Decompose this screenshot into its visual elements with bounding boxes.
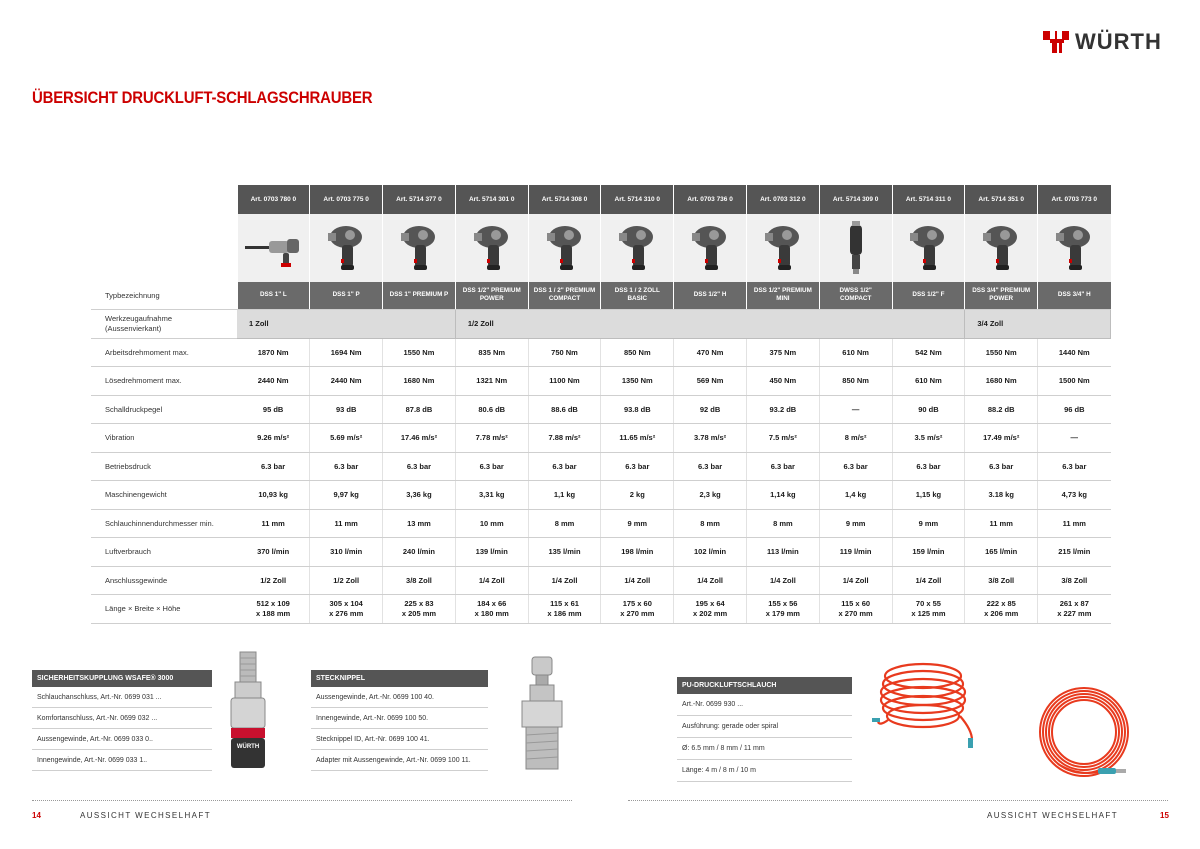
spec-value: 6.3 bar <box>746 452 819 481</box>
spec-value: 1/4 Zoll <box>892 566 965 595</box>
spec-value: 1/4 Zoll <box>455 566 528 595</box>
spec-value: 1/4 Zoll <box>746 566 819 595</box>
spec-value: 569 Nm <box>674 367 747 396</box>
type-line: DSS 1/2" H <box>693 291 727 299</box>
spec-row <box>91 481 1111 510</box>
type-row <box>91 282 1111 310</box>
footer-text-right: AUSSICHT WECHSELHAFT <box>987 811 1118 820</box>
plug-nipple-image <box>514 655 570 773</box>
type-line: DSS 1 / 2 ZOLL <box>614 287 660 295</box>
article-number: Art. 0703 312 0 <box>746 185 819 214</box>
spec-value: 13 mm <box>383 509 456 538</box>
spec-value: 8 mm <box>674 509 747 538</box>
spec-value: 93.2 dB <box>746 395 819 424</box>
spec-value: 165 l/min <box>965 538 1038 567</box>
impact-wrench-image <box>316 219 376 277</box>
article-number: Art. 5714 351 0 <box>965 185 1038 214</box>
type-designation <box>892 282 965 310</box>
row-label: Anschlussgewinde <box>91 566 237 595</box>
box-row: Stecknippel ID, Art.-Nr. 0699 100 41. <box>311 729 488 750</box>
spec-value: 310 l/min <box>310 538 383 567</box>
row-label-line: (Aussenvierkant) <box>105 323 162 333</box>
spec-value: 95 dB <box>237 395 310 424</box>
spec-row <box>91 538 1111 567</box>
box-row: Innengewinde, Art.-Nr. 0699 100 50. <box>311 708 488 729</box>
type-line: DSS 3/4" PREMIUM <box>972 287 1031 295</box>
spec-value: 7.78 m/s² <box>455 424 528 453</box>
type-line: DSS 1" L <box>260 291 287 299</box>
spec-value: 1/4 Zoll <box>528 566 601 595</box>
type-line: MINI <box>776 295 790 303</box>
row-label: Schalldruckpegel <box>91 395 237 424</box>
spec-value: 2440 Nm <box>310 367 383 396</box>
type-line: DSS 1" P <box>332 291 360 299</box>
spec-value: 542 Nm <box>892 338 965 367</box>
spec-value: 7.5 m/s² <box>746 424 819 453</box>
dimensions-line: 261 x 87 <box>1059 598 1089 608</box>
spec-value: 1/4 Zoll <box>601 566 674 595</box>
spec-value: 3,36 kg <box>383 481 456 510</box>
spec-value: 1,14 kg <box>746 481 819 510</box>
dimensions-value <box>1038 595 1111 624</box>
spiral-hose-image <box>868 660 986 752</box>
straight-hose-image <box>1028 684 1138 788</box>
spec-value: 10 mm <box>455 509 528 538</box>
article-row <box>91 185 1111 214</box>
footer-text-left: AUSSICHT WECHSELHAFT <box>80 811 211 820</box>
type-line: DWSS 1/2" <box>839 287 872 295</box>
product-image-cell <box>528 214 601 282</box>
spec-value: 11 mm <box>310 509 383 538</box>
spec-value: 9.26 m/s² <box>237 424 310 453</box>
spec-value: 3,31 kg <box>455 481 528 510</box>
dimensions-line: 195 x 64 <box>695 598 725 608</box>
tool-holder-group: 1 Zoll <box>237 310 455 339</box>
box-header: PU-DRUCKLUFTSCHLAUCH <box>677 677 852 694</box>
type-line: DSS 1/2" PREMIUM <box>753 287 812 295</box>
dimensions-line: x 179 mm <box>765 608 800 618</box>
spec-value: 8 mm <box>528 509 601 538</box>
spec-row <box>91 566 1111 595</box>
impact-wrench-image <box>607 219 667 277</box>
type-designation <box>383 282 456 310</box>
empty-cell <box>91 185 237 214</box>
dimensions-value <box>237 595 310 624</box>
spec-row <box>91 338 1111 367</box>
type-designation <box>455 282 528 310</box>
product-image-cell <box>819 214 892 282</box>
row-label: Lösedrehmoment max. <box>91 367 237 396</box>
spec-value: — <box>1038 424 1111 453</box>
safety-coupling-image <box>223 650 273 780</box>
spec-value: 610 Nm <box>819 338 892 367</box>
type-designation <box>601 282 674 310</box>
box-row: Länge: 4 m / 8 m / 10 m <box>677 760 852 782</box>
spec-value: 1/2 Zoll <box>310 566 383 595</box>
article-number: Art. 0703 773 0 <box>1038 185 1111 214</box>
row-label: Luftverbrauch <box>91 538 237 567</box>
spec-value: 835 Nm <box>455 338 528 367</box>
dimensions-line: 512 x 109 <box>256 598 290 608</box>
spec-value: 90 dB <box>892 395 965 424</box>
page-number-right: 15 <box>1160 811 1169 820</box>
type-line: DSS 1 / 2" PREMIUM <box>533 287 596 295</box>
spec-value: 3.5 m/s² <box>892 424 965 453</box>
dimensions-value <box>455 595 528 624</box>
box-row: Ø: 6.5 mm / 8 mm / 11 mm <box>677 738 852 760</box>
brand-name: WÜRTH <box>1075 29 1162 54</box>
spec-value: 2 kg <box>601 481 674 510</box>
product-image-cell <box>455 214 528 282</box>
dimensions-value <box>674 595 747 624</box>
page-title: ÜBERSICHT DRUCKLUFT-SCHLAGSCHRAUBER <box>32 88 373 107</box>
spec-value: 1/4 Zoll <box>819 566 892 595</box>
page-number-left: 14 <box>32 811 41 820</box>
type-line: COMPACT <box>548 295 581 303</box>
dimensions-value <box>601 595 674 624</box>
row-label-line: Werkzeugaufnahme <box>105 313 172 323</box>
spec-value: 80.6 dB <box>455 395 528 424</box>
spec-value: 215 l/min <box>1038 538 1111 567</box>
dimensions-value <box>819 595 892 624</box>
dimensions-line: x 188 mm <box>256 608 291 618</box>
type-designation <box>746 282 819 310</box>
impact-wrench-image <box>753 219 813 277</box>
footer-divider <box>628 800 1168 801</box>
spec-value: 1,1 kg <box>528 481 601 510</box>
row-label: Schlauchinnendurchmesser min. <box>91 509 237 538</box>
comparison-table <box>91 185 1111 624</box>
product-image-cell <box>674 214 747 282</box>
spec-value: 9 mm <box>819 509 892 538</box>
product-image-cell <box>383 214 456 282</box>
dimensions-line: x 205 mm <box>401 608 437 618</box>
wurth-logo <box>1043 29 1162 55</box>
footer-divider <box>32 800 572 801</box>
spec-value: 135 l/min <box>528 538 601 567</box>
spec-value: 6.3 bar <box>237 452 310 481</box>
impact-wrench-image <box>971 219 1031 277</box>
spec-value: 198 l/min <box>601 538 674 567</box>
product-image-cell <box>1038 214 1111 282</box>
impact-wrench-image <box>898 219 958 277</box>
plug-nipple-box <box>311 670 488 771</box>
spec-value: 1/2 Zoll <box>237 566 310 595</box>
type-line: COMPACT <box>839 295 872 303</box>
impact-wrench-image <box>535 219 595 277</box>
article-number: Art. 0703 775 0 <box>310 185 383 214</box>
dimensions-row <box>91 595 1111 624</box>
spec-value: 850 Nm <box>819 367 892 396</box>
tool-holder-group: 3/4 Zoll <box>965 310 1111 339</box>
spec-value: 6.3 bar <box>528 452 601 481</box>
spec-value: 6.3 bar <box>674 452 747 481</box>
spec-value: 470 Nm <box>674 338 747 367</box>
spec-value: 17.46 m/s² <box>383 424 456 453</box>
spec-value: 3/8 Zoll <box>1038 566 1111 595</box>
type-designation <box>528 282 601 310</box>
type-designation <box>237 282 310 310</box>
spec-value: 6.3 bar <box>819 452 892 481</box>
article-number: Art. 5714 308 0 <box>528 185 601 214</box>
product-image-cell <box>601 214 674 282</box>
spec-value: 1550 Nm <box>965 338 1038 367</box>
spec-row <box>91 367 1111 396</box>
box-row: Schlauchanschluss, Art.-Nr. 0699 031 ... <box>32 687 212 708</box>
impact-wrench-image <box>462 219 522 277</box>
spec-value: 750 Nm <box>528 338 601 367</box>
spec-value: 1/4 Zoll <box>674 566 747 595</box>
spec-row <box>91 452 1111 481</box>
spec-value: 1440 Nm <box>1038 338 1111 367</box>
impact-wrench-image <box>1044 219 1104 277</box>
dimensions-line: 225 x 83 <box>404 598 434 608</box>
spec-value: 11 mm <box>965 509 1038 538</box>
spec-value: 93.8 dB <box>601 395 674 424</box>
row-label: Arbeitsdrehmoment max. <box>91 338 237 367</box>
spec-value: 1550 Nm <box>383 338 456 367</box>
dimensions-line: 184 x 66 <box>477 598 507 608</box>
dimensions-line: x 125 mm <box>911 608 946 618</box>
row-label: Typbezeichnung <box>91 282 237 310</box>
article-number: Art. 5714 311 0 <box>892 185 965 214</box>
box-header: STECKNIPPEL <box>311 670 488 687</box>
product-image-cell <box>965 214 1038 282</box>
spec-value: 240 l/min <box>383 538 456 567</box>
type-designation <box>310 282 383 310</box>
row-label: Länge × Breite × Höhe <box>91 595 237 624</box>
spec-value: 6.3 bar <box>892 452 965 481</box>
box-row: Art.-Nr. 0699 930 ... <box>677 694 852 716</box>
product-image-cell <box>746 214 819 282</box>
spec-value: 87.8 dB <box>383 395 456 424</box>
type-line: POWER <box>989 295 1014 303</box>
spec-value: 2440 Nm <box>237 367 310 396</box>
impact-wrench-image <box>680 219 740 277</box>
type-line: POWER <box>479 295 504 303</box>
product-image-cell <box>310 214 383 282</box>
spec-value: 370 l/min <box>237 538 310 567</box>
box-row: Ausführung: gerade oder spiral <box>677 716 852 738</box>
tool-holder-row <box>91 310 1111 339</box>
image-row <box>91 214 1111 282</box>
pu-hose-box <box>677 677 852 782</box>
spec-value: 6.3 bar <box>965 452 1038 481</box>
spec-value: 6.3 bar <box>455 452 528 481</box>
spec-row <box>91 395 1111 424</box>
dimensions-line: x 227 mm <box>1057 608 1092 618</box>
spec-value: 5.69 m/s² <box>310 424 383 453</box>
dimensions-line: x 270 mm <box>838 608 873 618</box>
spec-value: 88.2 dB <box>965 395 1038 424</box>
box-header: SICHERHEITSKUPPLUNG WSAFE® 3000 <box>32 670 212 687</box>
spec-value: 3.78 m/s² <box>674 424 747 453</box>
article-number: Art. 0703 736 0 <box>674 185 747 214</box>
type-line: DSS 1/2" PREMIUM <box>462 287 521 295</box>
spec-value: 102 l/min <box>674 538 747 567</box>
article-number: Art. 5714 377 0 <box>383 185 456 214</box>
impact-wrench-image <box>389 219 449 277</box>
spec-value: 1680 Nm <box>383 367 456 396</box>
spec-value: 3/8 Zoll <box>965 566 1038 595</box>
spec-value: 8 mm <box>746 509 819 538</box>
spec-value: 1321 Nm <box>455 367 528 396</box>
empty-cell <box>91 214 237 282</box>
box-row: Innengewinde, Art.-Nr. 0699 033 1.. <box>32 750 212 771</box>
spec-value: 1100 Nm <box>528 367 601 396</box>
box-row: Adapter mit Aussengewinde, Art.-Nr. 0699 100 11. <box>311 750 488 771</box>
dimensions-line: x 180 mm <box>474 608 509 618</box>
spec-value: 10,93 kg <box>237 481 310 510</box>
dimensions-value <box>383 595 456 624</box>
row-label: Vibration <box>91 424 237 453</box>
spec-value: 6.3 bar <box>383 452 456 481</box>
box-row: Aussengewinde, Art.-Nr. 0699 033 0.. <box>32 729 212 750</box>
dimensions-line: 305 x 104 <box>329 598 363 608</box>
spec-value: 7.88 m/s² <box>528 424 601 453</box>
row-label: Betriebsdruck <box>91 452 237 481</box>
tool-holder-group: 1/2 Zoll <box>455 310 964 339</box>
product-image-cell <box>237 214 310 282</box>
dimensions-line: 115 x 61 <box>550 598 579 608</box>
type-designation <box>674 282 747 310</box>
dimensions-value <box>746 595 819 624</box>
type-designation <box>1038 282 1111 310</box>
spec-value: 8 m/s² <box>819 424 892 453</box>
inline-impact-wrench-image <box>826 219 886 277</box>
coupling-brand-label: WÜRTH <box>236 744 260 750</box>
dimensions-line: x 186 mm <box>547 608 582 618</box>
dimensions-line: x 206 mm <box>984 608 1019 618</box>
dimensions-value <box>528 595 601 624</box>
row-label: Maschinengewicht <box>91 481 237 510</box>
safety-coupling-box <box>32 670 212 771</box>
type-line: DSS 1" PREMIUM P <box>389 291 449 299</box>
spec-value: 1350 Nm <box>601 367 674 396</box>
dimensions-line: x 270 mm <box>620 608 655 618</box>
spec-value: 6.3 bar <box>1038 452 1111 481</box>
spec-row <box>91 509 1111 538</box>
spec-value: 3.18 kg <box>965 481 1038 510</box>
spec-value: 11 mm <box>1038 509 1111 538</box>
spec-value: 96 dB <box>1038 395 1111 424</box>
spec-value: 9 mm <box>601 509 674 538</box>
spec-value: 1870 Nm <box>237 338 310 367</box>
spec-value: 6.3 bar <box>601 452 674 481</box>
type-line: BASIC <box>627 295 648 303</box>
spec-value: 88.6 dB <box>528 395 601 424</box>
spec-value: 1,4 kg <box>819 481 892 510</box>
dimensions-line: 175 x 60 <box>622 598 652 608</box>
spec-value: 1680 Nm <box>965 367 1038 396</box>
dimensions-value <box>892 595 965 624</box>
dimensions-line: x 202 mm <box>692 608 728 618</box>
spec-value: 11 mm <box>237 509 310 538</box>
article-number: Art. 5714 309 0 <box>819 185 892 214</box>
spec-value: 375 Nm <box>746 338 819 367</box>
type-line: DSS 3/4" H <box>1057 291 1091 299</box>
box-row: Aussengewinde, Art.-Nr. 0699 100 40. <box>311 687 488 708</box>
article-number: Art. 5714 301 0 <box>455 185 528 214</box>
spec-value: — <box>819 395 892 424</box>
spec-value: 1500 Nm <box>1038 367 1111 396</box>
spec-value: 119 l/min <box>819 538 892 567</box>
dimensions-value <box>965 595 1038 624</box>
dimensions-line: 222 x 85 <box>986 598 1016 608</box>
box-row: Komfortanschluss, Art.-Nr. 0699 032 ... <box>32 708 212 729</box>
dimensions-line: 155 x 56 <box>768 598 798 608</box>
spec-value: 3/8 Zoll <box>383 566 456 595</box>
dimensions-line: 70 x 55 <box>915 598 941 608</box>
dimensions-value <box>310 595 383 624</box>
spec-value: 11.65 m/s² <box>601 424 674 453</box>
spec-value: 139 l/min <box>455 538 528 567</box>
type-line: DSS 1/2" F <box>912 291 945 299</box>
dimensions-line: 115 x 60 <box>841 598 871 608</box>
row-label <box>91 310 237 339</box>
product-image-cell <box>892 214 965 282</box>
wurth-logo-icon <box>1043 31 1069 53</box>
type-designation <box>819 282 892 310</box>
dimensions-line: x 276 mm <box>329 608 364 618</box>
spec-row <box>91 424 1111 453</box>
spec-value: 159 l/min <box>892 538 965 567</box>
type-designation <box>965 282 1038 310</box>
article-number: Art. 5714 310 0 <box>601 185 674 214</box>
spec-value: 93 dB <box>310 395 383 424</box>
spec-value: 9 mm <box>892 509 965 538</box>
spec-value: 2,3 kg <box>674 481 747 510</box>
spec-value: 4,73 kg <box>1038 481 1111 510</box>
spec-value: 113 l/min <box>746 538 819 567</box>
spec-value: 6.3 bar <box>310 452 383 481</box>
article-number: Art. 0703 780 0 <box>237 185 310 214</box>
spec-value: 850 Nm <box>601 338 674 367</box>
spec-value: 1694 Nm <box>310 338 383 367</box>
long-shaft-impact-wrench-image <box>243 219 303 277</box>
spec-value: 610 Nm <box>892 367 965 396</box>
spec-value: 1,15 kg <box>892 481 965 510</box>
spec-value: 17.49 m/s² <box>965 424 1038 453</box>
spec-value: 450 Nm <box>746 367 819 396</box>
spec-value: 9,97 kg <box>310 481 383 510</box>
spec-value: 92 dB <box>674 395 747 424</box>
